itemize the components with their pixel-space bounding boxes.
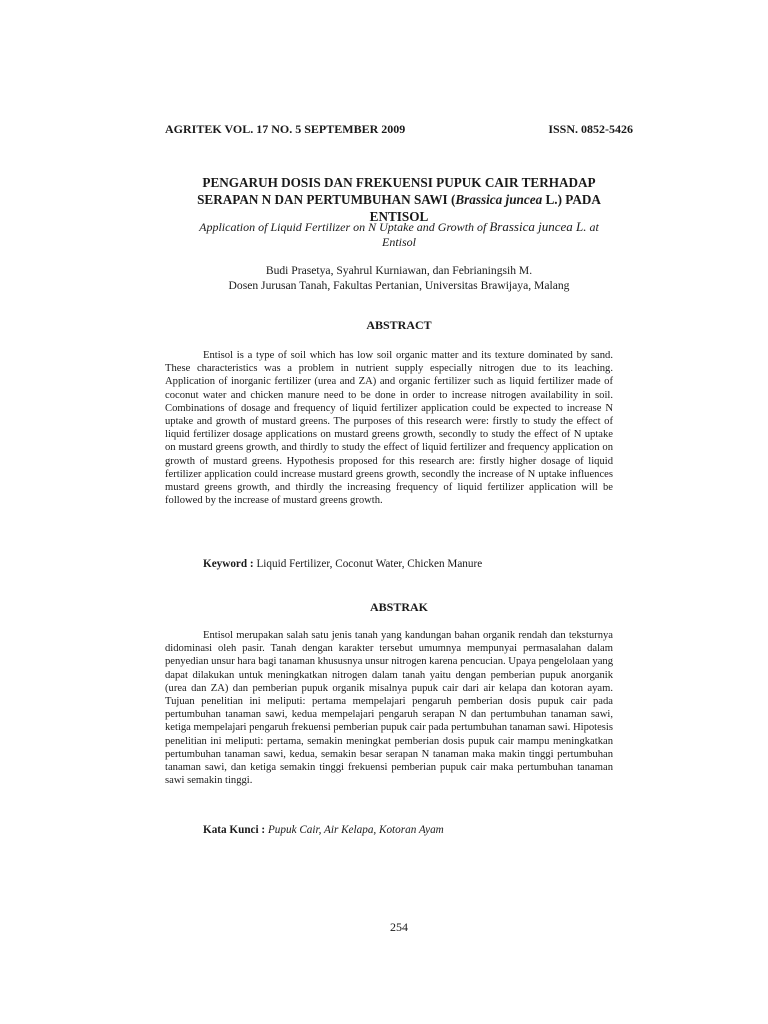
abstrak-heading: ABSTRAK [369,600,428,614]
abstract-body: Entisol is a type of soil which has low soil organic matter and its texture dominated by sand. These characteristics was a problem in nutrient supply especially nitrogen due to its leaching. Application of inorganic fertilizer (urea and ZA) and organic fertilizer such as liquid fertilizer made of coconut water and chicken manure need to be done in order to increase nitrogen availability in soil. Combinations of dosage and frequency of liquid fertilizer application could be expected to increase N uptake and growth of mustard greens. The purposes of this research were: firstly to study the effect of liquid fertilizer dosage applications on mustard greens growth, secondly to study the effect of N uptake on mustard greens growth, and thirdly to study the effect of liquid fertilizer and frequency application on growth of mustard greens. Hypothesis proposed for this research are: firstly higher dosage of liquid fertilizer application could increase mustard greens growth, secondly the increase of N uptake influences mustard greens growth, and thirdly the increasing frequency of liquid fertilizer application will be followed by the increase of mustard greens growth. [165,350,613,507]
english-title-line-1: Application of Liquid Fertilizer on N Uptake and Growth of Brassica juncea L. at [199,219,599,234]
kata-kunci-text: Pupuk Cair, Air Kelapa, Kotoran Ayam [265,824,444,836]
keywords [203,558,482,570]
kata-kunci [203,824,444,836]
author-names: Budi Prasetya, Syahrul Kurniawan, dan Febrianingsih M. [265,264,533,277]
page-number: 254 [390,920,408,934]
species-name-en: Brassica juncea L. [489,219,587,234]
paper-title [165,174,633,225]
title-line-3: ENTISOL [369,209,429,224]
abstract-heading: ABSTRACT [366,318,432,332]
title-line-1: PENGARUH DOSIS DAN FREKUENSI PUPUK CAIR TERHADAP [202,175,596,190]
abstrak-body: Entisol merupakan salah satu jenis tanah yang kandungan bahan organik rendah dan teksturnya didominasi oleh pasir. Tanah dengan karakter tersebut umumnya mempunyai permasalahan dalam penyedian unsur hara bagi tanaman khususnya unsur nitrogen karena pencucian. Upaya pengelolaan yang dapat dilakukan untuk meningkatkan nitrogen dalam tanah yaitu dengan pemberian pupuk anorganik (urea dan ZA) dan pemberian pupuk organik misalnya pupuk cair dari air kelapa dan kotoran ayam. Tujuan penelitian ini meliputi: pertama mempelajari pengaruh pemberian dosis pupuk cair pada pertumbuhan tanaman sawi, kedua mempelajari pengaruh serapan N dan pertumbuhan tanaman sawi, ketiga mempelajari pengaruh frekuensi pemberian pupuk cair pada pertumbuhan tanaman sawi. Hipotesis penelitian ini meliputi: pertama, semakin meningkat pemberian dosis pupuk cair mampu meningkatkan pertumbuhan tanaman sawi, kedua, semakin besar serapan N tanaman maka makin tinggi pertumbuhan tanaman sawi, dan ketiga semakin tinggi frekuensi pemberian pupuk cair maka pertumbuhan tanaman sawi semakin tinggi. [165,630,614,787]
kata-kunci-label: Kata Kunci : [203,824,266,836]
journal-info: AGRITEK VOL. 17 NO. 5 SEPTEMBER 2009 [165,122,406,136]
title-line-2: SERAPAN N DAN PERTUMBUHAN SAWI (Brassica juncea L.) PADA [197,192,601,207]
author-block [165,263,633,293]
keyword-text: Liquid Fertilizer, Coconut Water, Chicken Manure [253,558,483,570]
english-title [165,219,633,250]
species-name: Brassica juncea [455,192,543,207]
english-title-line-2: Entisol [381,235,416,249]
issn: ISSN. 0852-5426 [548,122,633,136]
keyword-label: Keyword : [203,558,254,570]
author-affiliation: Dosen Jurusan Tanah, Fakultas Pertanian, Universitas Brawijaya, Malang [228,279,570,292]
